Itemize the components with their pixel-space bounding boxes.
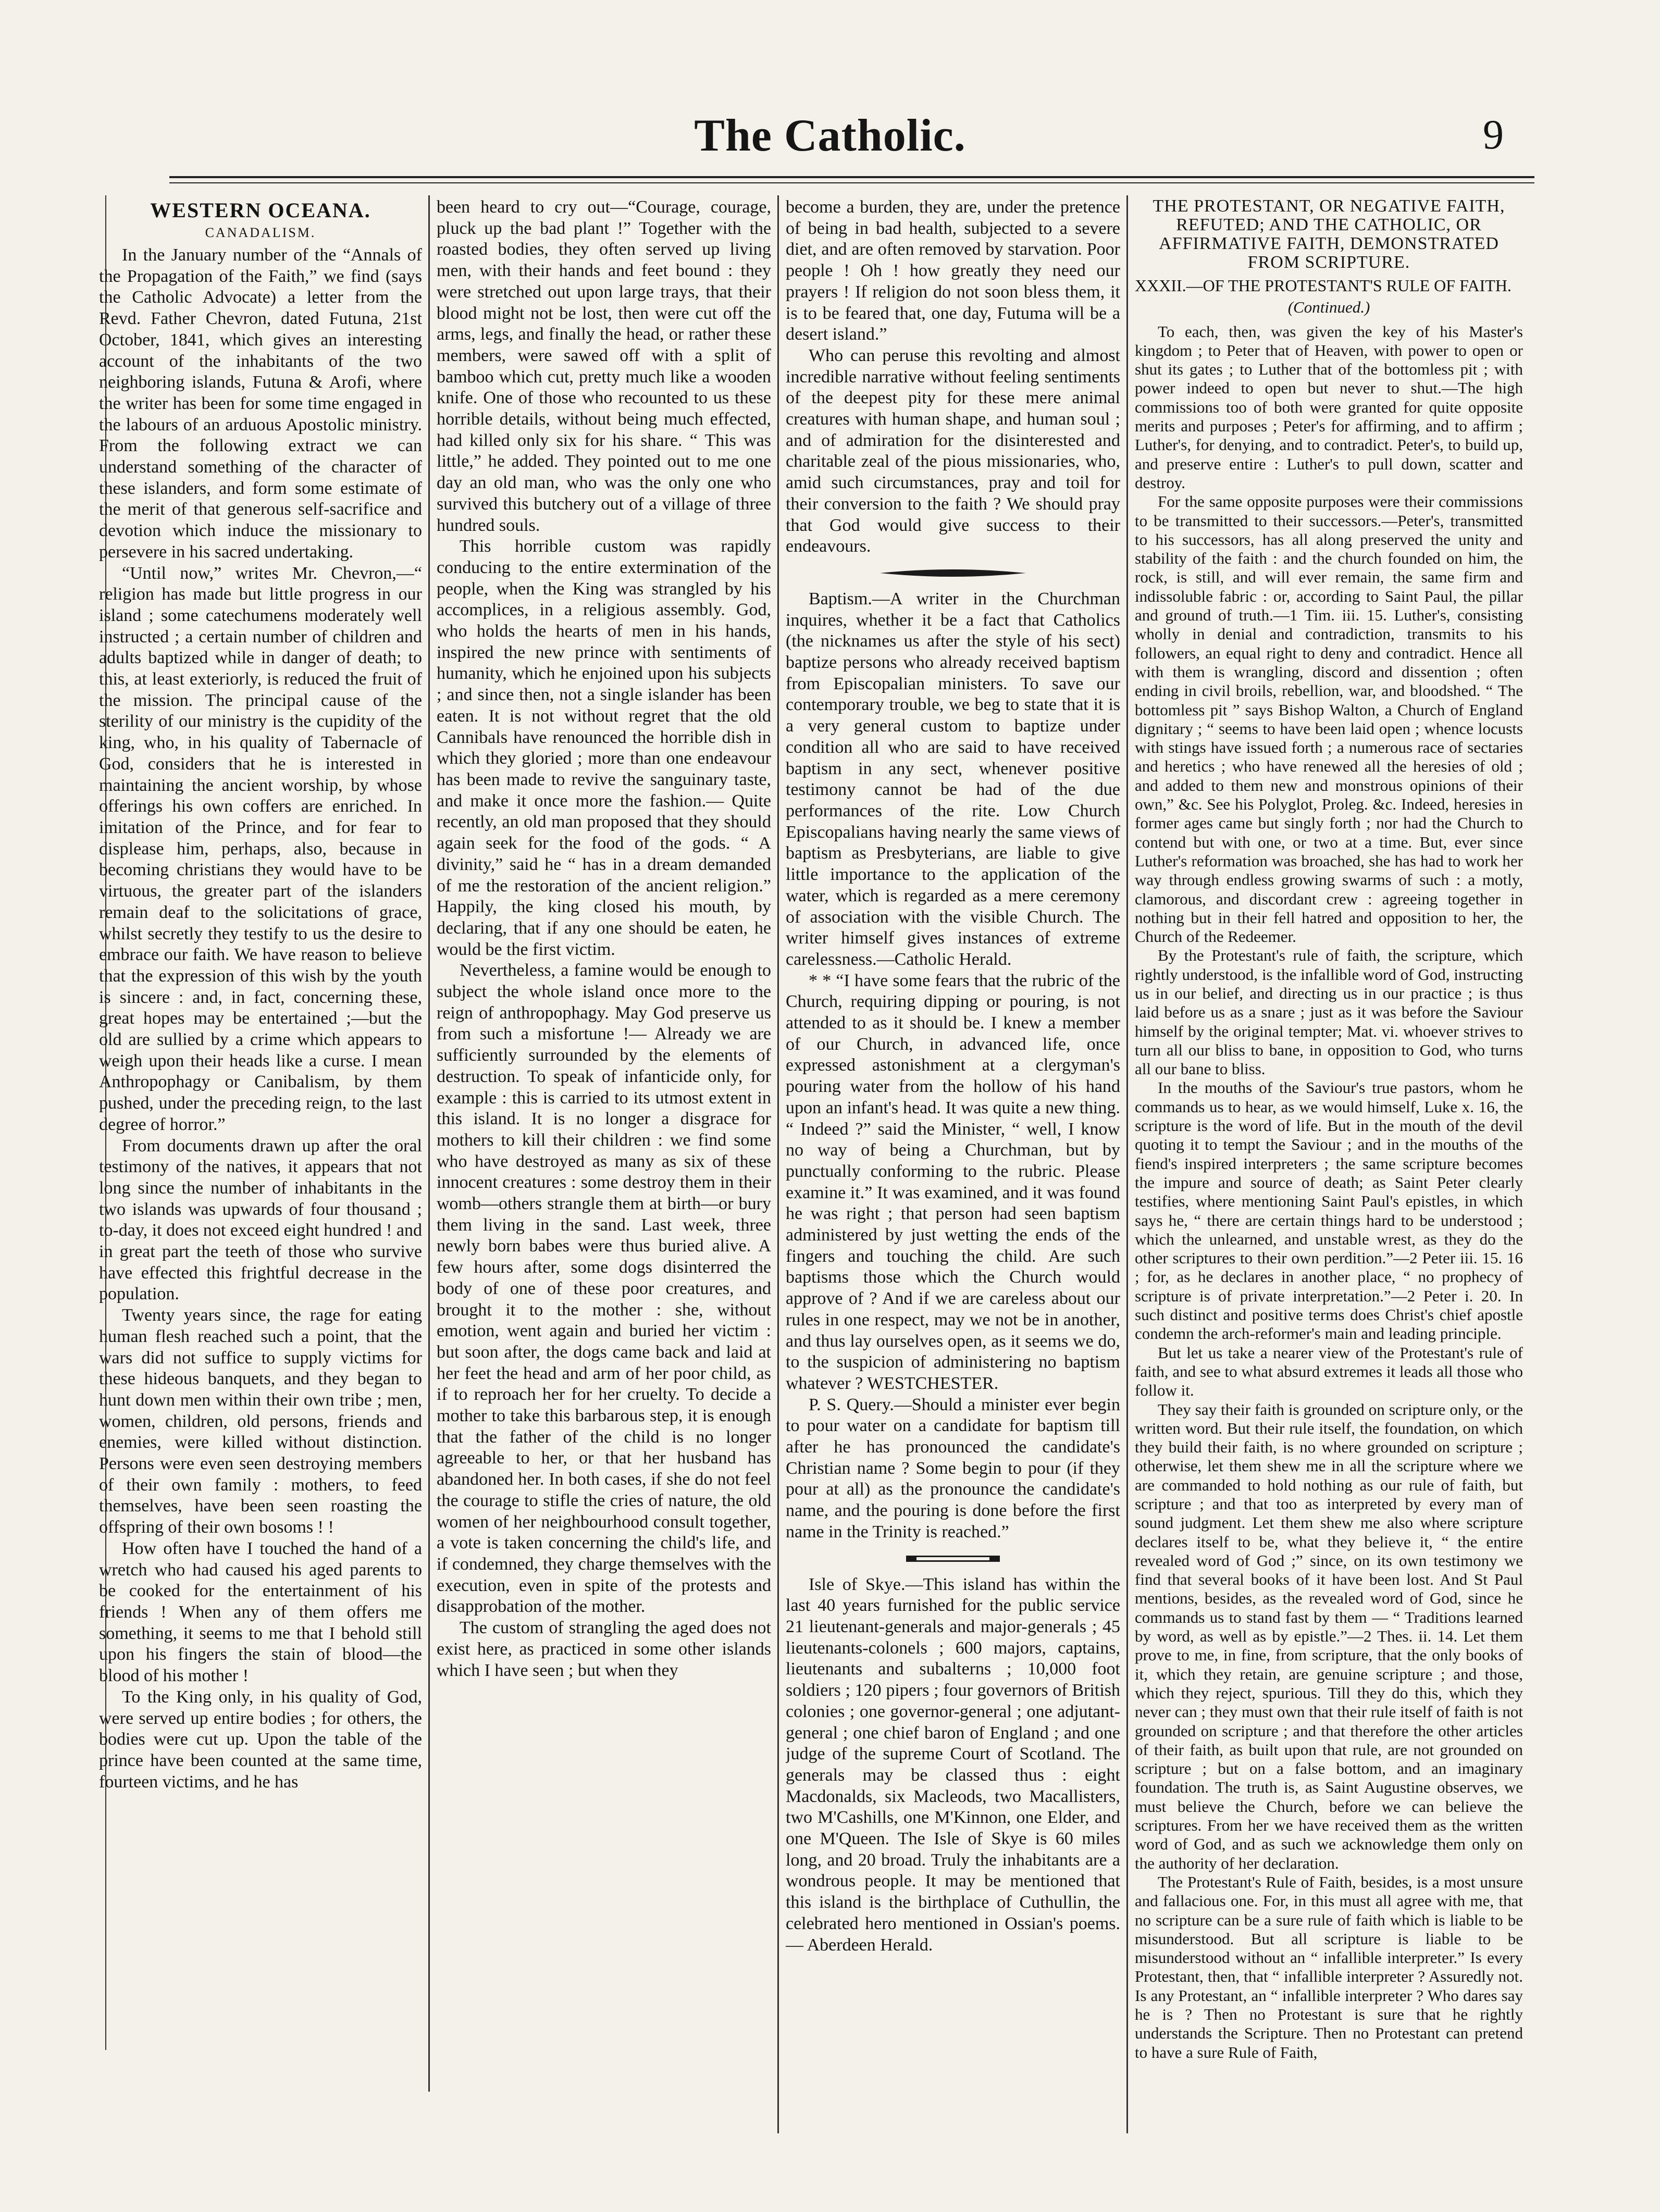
- ornamental-divider: [786, 1549, 1120, 1568]
- paragraph: In the mouths of the Saviour's true pastors, whom he commands us to hear, as we would himself, Luke x. 16, the scripture is the word of life. But in the mouth of the devil quoting it to tempt the Saviour ; and in the mouths of the fiend's inspired interpreters ; the same scripture becomes the impure and source of death; as Saint Peter clearly testifies, where mentioning Saint Paul's epistles, in which says he, “ there are certain things hard to be understood ; which the unlearned, and unstable wrest, as they do the other scriptures to their own perdition.”—2 Peter iii. 15. 16 ; for, as he declares in another place, “ no prophecy of scripture is of private interpretation.”—2 Peter i. 20. In such distinct and positive terms does Christ's chief apostle condemn the arch-reformer's main and leading principle.: [1135, 1078, 1523, 1343]
- header-rule-thick: [169, 176, 1534, 178]
- paragraph: Twenty years since, the rage for eating human flesh reached such a point, that the wars did not suffice to supply victims for these hideous banquets, and they began to hunt down men within their own tribe ; men, women, children, old persons, friends and enemies, were killed without distinction. Persons were even seen destroying members of their own family : mothers, to feed themselves, have been seen roasting the offspring of their own bosoms ! !: [99, 1306, 422, 1537]
- paragraph: They say their faith is grounded on scripture only, or the written word. But their rule itself, the foundation, on which they build their faith, is no where grounded on scripture ; otherwise, let them shew me in all the scripture where we are commanded to hold nothing as our rule of faith, but scripture ; and that too as interpreted by every man of sound judgment. Let them shew me also where scripture declares itself to be, what they believe it, “ the entire revealed word of God ;” since, on its own testimony we find that several books of it have been lost. And St Paul mentions, besides, as the revealed word of God, since he commands us to stand fast by them — “ Traditions learned by word, as well as by epistle.”—2 Thes. ii. 14. Let them prove to me, in fine, from scripture, that the only books of it, which they retain, are genuine scripture ; and those, which they reject, spurious. Till they do this, which they never can ; they must own that their rule itself of faith is not grounded on scripture ; and that therefore the other articles of their faith, as built upon that rule, are not grounded on scripture ; but on a false bottom, and an imaginary foundation. The truth is, as Saint Augustine observes, we must believe the Church, before we can believe the scriptures. From her we have received them as the written word of God, and as such we acknowledge them only on the authority of her declaration.: [1135, 1400, 1523, 1872]
- section-heading: XXXII.—OF THE PROTESTANT'S RULE OF FAITH.: [1135, 276, 1512, 295]
- paragraph: The Protestant's Rule of Faith, besides, is a most unsure and fallacious one. For, in this must all agree with me, that no scripture can be a sure rule of faith which is liable to be misunderstood. But all scripture is liable to be misunderstood without an “ infallible interpreter.” Is every Protestant, then, that “ infallible interpreter ? Assuredly not. Is any Protestant, an “ infallible interpreter ? Who dares say he is ? Then no Protestant is sure that he rightly understands the Scripture. Then no Protestant can pretend to have a sure Rule of Faith,: [1135, 1872, 1523, 2061]
- ornamental-divider: [786, 564, 1120, 582]
- paragraph: For the same opposite purposes were their commissions to be transmitted to their successors.—Peter's, transmitted to his successors, has all along preserved the unity and stability of the faith : and the church founded on him, the rock, is still, and will ever remain, the same firm and indissoluble fabric : or, according to Saint Paul, the pillar and ground of truth.—1 Tim. iii. 15. Luther's, consisting wholly in denial and contradiction, transmits to his followers, an equal right to deny and contradict. Hence all with them is wrangling, discord and dissention ; often ending in civil broils, rebellion, war, and bloodshed. “ The bottomless pit ” says Bishop Walton, a Church of England dignitary ; “ seems to have been laid open ; whence locusts with stings have issued forth ; a numerous race of sectaries and heretics ; who have renewed all the heresies of old ; and added to them new and monstrous opinions of their own,” &c. See his Polyglot, Proleg. &c. Indeed, heresies in former ages came but singly forth ; nor had the Church to contend but with one, or two at a time. But, ever since Luther's reformation was broached, she has had to work her way through endless growing swarms of such : a motly, clamorous, and discordant crew : agreeing together in nothing but in their fell hatred and opposition to her, the Church of the Redeemer.: [1135, 492, 1523, 946]
- header-rule-thin: [169, 182, 1534, 183]
- paragraph: In the January number of the “Annals of the Propagation of the Faith,” we find (says the Catholic Advocate) a letter from the Revd. Father Chevron, dated Futuna, 21st October, 1841, which gives an interesting account of the inhabitants of the two neighboring islands, Futuna & Arofi, where the writer has been for some time engaged in the labours of an arduous Apostolic ministry. From the following extract we can understand something of the character of these islanders, and form some estimate of the merit of that generous self-sacrifice and devotion which induce the missionary to persevere in his sacred undertaking.: [99, 245, 422, 562]
- paragraph: To the King only, in his quality of God, were served up entire bodies ; for others, the bodies were cut up. Upon the table of the prince have been counted at the same time, fourteen victims, and he has: [99, 1687, 422, 1792]
- masthead: [0, 109, 1660, 167]
- article-isle-of-skye: Isle of Skye.—This island has within the last 40 years furnished for the public service 21 lieutenant-generals and major-generals ; 45 lieutenants-colonels ; 600 majors, captains, lieutenants and subalterns ; 10,000 foot soldiers ; 120 pipers ; four governors of British colonies ; one governor-general ; one adjutant-general ; one chief baron of England ; and one judge of the supreme Court of Scotland. The generals may be classed thus : eight Macdonalds, six Macleods, two Macallisters, two M'Cashills, one M'Kinnon, one Elder, and one M'Queen. The Isle of Skye is 60 miles long, and 20 broad. Truly the inhabitants are a wondrous people. It may be mentioned that this island is the birthplace of Cuthullin, the celebrated hero mentioned in Ossian's poems.— Aberdeen Herald.: [786, 1574, 1120, 1955]
- paragraph: “Until now,” writes Mr. Chevron,—“ religion has made but little progress in our island ; some catechumens moderately well instructed ; a certain number of children and adults baptized while in danger of death; to this, at least exteriorly, is reduced the fruit of the mission. The principal cause of the sterility of our ministry is the cupidity of the king, who, in his quality of Tabernacle of God, considers that he is interested in maintaining the ancient worship, by whose offerings his own coffers are enriched. In imitation of the Prince, and for fear to displease him, perhaps, also, because in becoming christians they would have to be virtuous, the greater part of the islanders remain deaf to the solicitations of grace, whilst secretly they testify to us the desire to embrace our faith. We have reason to believe that the expression of this wish by the youth is sincere : and, in fact, concerning these, great hopes may be entertained ;—but the old are sullied by a crime which appears to weigh upon their heads like a curse. I mean Anthropophagy or Canibalism, by them pushed, under the preceding reign, to the last degree of horror.”: [99, 563, 422, 1134]
- paragraph: From documents drawn up after the oral testimony of the natives, it appears that not long since the number of inhabitants in the two islands was upwards of four thousand ; to-day, it does not exceed eight hundred ! and in great part the teeth of those who survive have effected this frightful decrease in the population.: [99, 1136, 422, 1304]
- article-baptism-letter: * * “I have some fears that the rubric of the Church, requiring dipping or pouring, is not attended to as it should be. I knew a member of our Church, in advanced life, once expressed astonishment at a clergyman's pouring water from the hollow of his hand upon an infant's head. It was quite a new thing. “ Indeed ?” said the Minister, “ well, I know no way of being a Churchman, but by punctually conforming to the rubric. Please examine it.” It was examined, and it was found he was right ; that person had seen baptism administered by just wetting the ends of the fingers and touching the child. Are such baptisms those which the Church would approve of ? And if we are careless about our rules in one respect, may we not be in another, and thus lay ourselves open, as it seems we do, to the suspicion of administering no baptism whatever ? WESTCHESTER.: [786, 971, 1120, 1393]
- column-2: [437, 197, 771, 2156]
- paragraph: But let us take a nearer view of the Protestant's rule of faith, and see to what absurd extremes it leads all those who follow it.: [1135, 1343, 1523, 1400]
- article-baptism: Baptism.—A writer in the Churchman inquires, whether it be a fact that Catholics (the nicknames us after the style of his sect) baptize persons who already received baptism from Episcopalian ministers. To save our contemporary trouble, we beg to state that it is a very general custom to baptize under condition all who are said to have received baptism in any sect, whenever positive testimony cannot be had of the due performances of the rite. Low Church Episcopalians having nearly the same views of baptism as Presbyterians, are liable to give little importance to the application of the water, which is regarded as a mere ceremony of association with the visible Church. The writer himself gives instances of extreme carelessness.—Catholic Herald.: [786, 589, 1120, 969]
- article-subheading-canadalism: CANADALISM.: [205, 225, 316, 240]
- paragraph: become a burden, they are, under the pretence of being in bad health, subjected to a severe diet, and are often removed by starvation. Poor people ! Oh ! how greatly they need our prayers ! If religion do not soon bless them, it is to be feared that, one day, Futuma will be a desert island.”: [786, 197, 1120, 344]
- article-heading-western-oceana: WESTERN OCEANA.: [150, 198, 371, 222]
- column-rule-1: [428, 195, 430, 2092]
- newspaper-title: The Catholic.: [694, 110, 966, 161]
- continued-label: (Continued.): [1287, 298, 1370, 317]
- article-heading-protestant-faith: THE PROTESTANT, OR NEGATIVE FAITH, REFUTED; AND THE CATHOLIC, OR AFFIRMATIVE FAITH, DEMONSTRATED FROM SCRIPTURE.: [1153, 197, 1505, 272]
- paragraph: Who can peruse this revolting and almost incredible narrative without feeling sentiments of the deepest pity for these mere animal creatures with human shape, and human soul ; and of admiration for the disinterested and charitable zeal of the pious missionaries, who, amid such circumstances, pray and toil for their conversion to the faith ? We should pray that God would give success to their endeavours.: [786, 345, 1120, 556]
- paragraph: The custom of strangling the aged does not exist here, as practiced in some other islands which I have seen ; but when they: [437, 1618, 771, 1680]
- paragraph: This horrible custom was rapidly conducing to the entire extermination of the people, when the King was strangled by his accomplices, in a religious assembly. God, who holds the hearts of men in his hands, inspired the new prince with sentiments of humanity, which he enjoined upon his subjects ; and since then, not a single islander has been eaten. It is not without regret that the old Cannibals have renounced the horrible dish in which they gloried ; more than one endeavour has been made to revive the sanguinary taste, and make it once more the fashion.— Quite recently, an old man proposed that they should again seek for the food of the gods. “ A divinity,” said he “ has in a dream demanded of me the restoration of the ancient religion.” Happily, the king closed his mouth, by declaring, that if any one should be eaten, he would be the first victim.: [437, 537, 771, 959]
- page-number: 9: [1483, 112, 1504, 158]
- column-3: [786, 197, 1120, 2156]
- paragraph: Nevertheless, a famine would be enough to subject the whole island once more to the reign of anthropophagy. May God preserve us from such a misfortune !— Already we are sufficiently surrounded by the elements of destruction. To speak of infanticide only, for example : this is carried to its utmost extent in this island. It is no longer a disgrace for mothers to kill their children : we find some who have destroyed as many as six of these innocent creatures : some destroy them in their womb—others strangle them at birth—or bury them living in the sand. Last week, three newly born babes were thus buried alive. A few hours after, some dogs disinterred the body of one of these poor creatures, and brought it to the mother : she, without emotion, went again and buried her victim : but soon after, the dogs came back and laid at her feet the head and arm of her poor child, as if to reproach her for her cruelty. To decide a mother to take this barbarous step, it is enough that the father of the child is no longer agreeable to her, or that her husband has abandoned her. In both cases, if she do not feel the courage to stifle the cries of nature, the old women of her neighbourhood consult together, a vote is taken concerning the child's life, and if condemned, they charge themselves with the execution, even in spite of the protests and disapprobation of the mother.: [437, 961, 771, 1617]
- paragraph: To each, then, was given the key of his Master's kingdom ; to Peter that of Heaven, with power to open or shut its gates ; to Luther that of the bottomless pit ; with power indeed to open but never to shut.—The high commissions too of both were granted for quite opposite merits and purposes ; Peter's for affirming, and to affirm ; Luther's, for denying, and to contradict. Peter's, to build up, and preserve entire : Luther's to pull down, scatter and destroy.: [1135, 322, 1523, 492]
- column-1: [99, 197, 422, 2156]
- article-baptism-postscript: P. S. Query.—Should a minister ever begin to pour water on a candidate for baptism till after he has pronounced the candidate's Christian name ? Some begin to pour (if they pour at all) as the pronounce the candidate's name, and the pouring is done before the first name in the Trinity is reached.”: [786, 1395, 1120, 1542]
- paragraph: been heard to cry out—“Courage, courage, pluck up the bad plant !” Together with the roasted bodies, they often served up living men, with their hands and feet bound : they were stretched out upon large trays, that their blood might not be lost, then were cut off the arms, legs, and finally the head, or rather these members, were sawed off with a split of bamboo which cut, pretty much like a wooden knife. One of those who recounted to us these horrible details, without being much effected, had killed only six for his share. “ This was little,” he added. They pointed out to me one day an old man, who was the only one who survived this butchery out of a village of three hundred souls.: [437, 197, 771, 535]
- paragraph: By the Protestant's rule of faith, the scripture, which rightly understood, is the infallible word of God, instructing us in our belief, and directing us in our practice ; is thus laid before us as a snare ; just as it was before the Saviour himself by the original tempter; Mat. vi. whoever strives to turn all our bliss to bane, in opposition to God, who turns all our bane to bliss.: [1135, 946, 1523, 1078]
- paragraph: How often have I touched the hand of a wretch who had caused his aged parents to be cooked for the entertainment of his friends ! When any of them offers me something, it seems to me that I behold still upon his fingers the stain of blood—the blood of his mother !: [99, 1538, 422, 1686]
- column-4: [1135, 197, 1523, 2156]
- column-rule-2: [777, 195, 779, 2133]
- column-rule-3: [1126, 195, 1128, 2133]
